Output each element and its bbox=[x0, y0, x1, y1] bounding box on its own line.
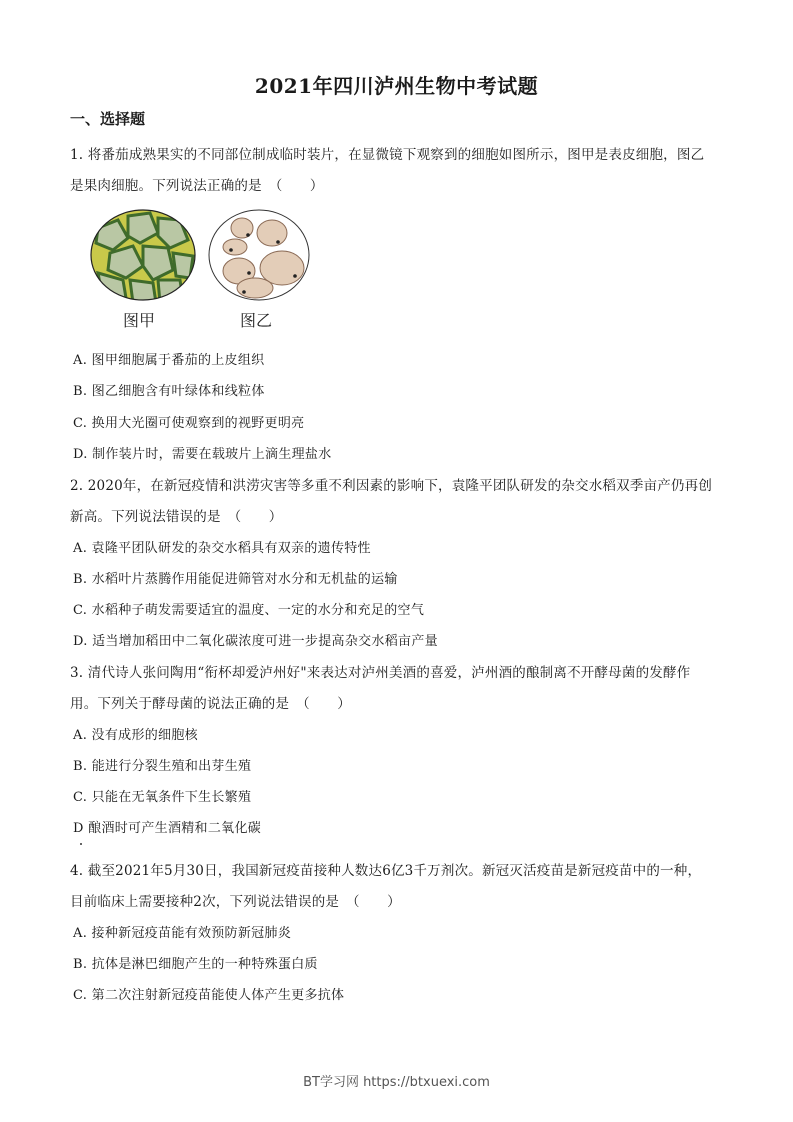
question-1-option-d: D. 制作装片时，需要在载玻片上滴生理盐水 bbox=[73, 447, 332, 462]
question-4-option-b: B. 抗体是淋巴细胞产生的一种特殊蛋白质 bbox=[73, 957, 318, 972]
figure-caption-yi: 图乙 bbox=[240, 311, 273, 330]
question-4-stem-line-2: 目前临床上需要接种2次，下列说法错误的是 （ ） bbox=[70, 894, 401, 910]
question-4-stem-line-1: 4. 截至2021年5月30日，我国新冠疫苗接种人数达6亿3千万剂次。新冠灭活疫苗是新冠疫苗中的一种， bbox=[70, 863, 702, 879]
pulp-cells-image bbox=[207, 208, 312, 303]
question-3-option-d: D 酿酒时可产生酒精和二氧化碳 bbox=[73, 821, 262, 836]
question-3-stem-line-2: 用。下列关于酵母菌的说法正确的是 （ ） bbox=[70, 696, 351, 712]
question-3-stem-line-1: 3. 清代诗人张问陶用“衔杯却爱泸州好"来表达对泸州美酒的喜爱，泸州酒的酿制离不开酵母菌的发酵作 bbox=[70, 665, 691, 681]
question-2-option-c: C. 水稻种子萌发需要适宜的温度、一定的水分和充足的空气 bbox=[73, 603, 425, 618]
question-1-figure bbox=[85, 208, 325, 333]
question-1-option-a: A. 图甲细胞属于番茄的上皮组织 bbox=[73, 353, 265, 368]
question-2-stem-line-2: 新高。下列说法错误的是 （ ） bbox=[70, 509, 283, 525]
question-1-stem-line-2: 是果肉细胞。下列说法正确的是 （ ） bbox=[70, 178, 324, 194]
question-3-option-c: C. 只能在无氧条件下生长繁殖 bbox=[73, 790, 252, 805]
question-2-option-a: A. 袁隆平团队研发的杂交水稻具有双亲的遗传特性 bbox=[73, 541, 371, 556]
question-3-option-b: B. 能进行分裂生殖和出芽生殖 bbox=[73, 759, 252, 774]
footer-watermark: BT学习网 https://btxuexi.com bbox=[303, 1075, 490, 1090]
question-2-stem-line-1: 2. 2020年，在新冠疫情和洪涝灾害等多重不利因素的影响下，袁隆平团队研发的杂交水稻双季亩产仍再创 bbox=[70, 478, 713, 494]
question-1-option-b: B. 图乙细胞含有叶绿体和线粒体 bbox=[73, 384, 265, 399]
question-2-option-d: D. 适当增加稻田中二氧化碳浓度可进一步提高杂交水稻亩产量 bbox=[73, 634, 438, 649]
question-4-option-a: A. 接种新冠疫苗能有效预防新冠肺炎 bbox=[73, 926, 292, 941]
epidermal-cells-image bbox=[88, 208, 198, 303]
question-1-option-c: C. 换用大光圈可使观察到的视野更明亮 bbox=[73, 416, 305, 431]
stray-mark bbox=[80, 843, 82, 845]
question-2-option-b: B. 水稻叶片蒸腾作用能促进筛管对水分和无机盐的运输 bbox=[73, 572, 398, 587]
question-4-option-c: C. 第二次注射新冠疫苗能使人体产生更多抗体 bbox=[73, 988, 345, 1003]
section-heading: 一、选择题 bbox=[70, 110, 146, 128]
question-1-stem-line-1: 1. 将番茄成熟果实的不同部位制成临时装片，在显微镜下观察到的细胞如图所示，图甲是表皮细胞，图乙 bbox=[70, 147, 705, 163]
question-3-option-a: A. 没有成形的细胞核 bbox=[73, 728, 198, 743]
figure-caption-jia: 图甲 bbox=[123, 311, 156, 330]
page-title: 2021年四川泸州生物中考试题 bbox=[254, 74, 539, 98]
